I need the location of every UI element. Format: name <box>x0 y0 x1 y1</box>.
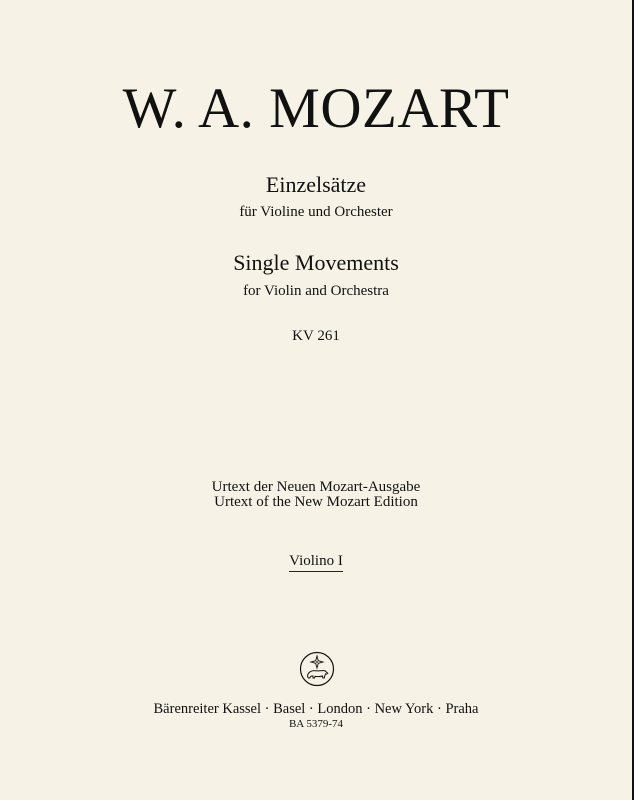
urtext-english: Urtext of the New Mozart Edition <box>214 494 418 510</box>
part-label: Violino I <box>289 554 343 572</box>
order-number: BA 5379-74 <box>288 718 344 730</box>
publisher-imprint: Bärenreiter Kassel · Basel · London · New York · Praha <box>153 701 479 717</box>
part-label-wrapper <box>0 553 632 572</box>
composer-name: W. A. MOZART <box>122 77 510 140</box>
catalog-number: KV 261 <box>292 328 340 344</box>
subtitle-english: for Violin and Orchestra <box>243 283 389 299</box>
title-english: Single Movements <box>233 250 399 275</box>
subtitle-german: für Violine und Orchester <box>239 204 393 220</box>
baerenreiter-bear-seal-icon <box>299 651 335 687</box>
title-german: Einzelsätze <box>265 172 367 197</box>
urtext-german: Urtext der Neuen Mozart-Ausgabe <box>211 479 421 495</box>
